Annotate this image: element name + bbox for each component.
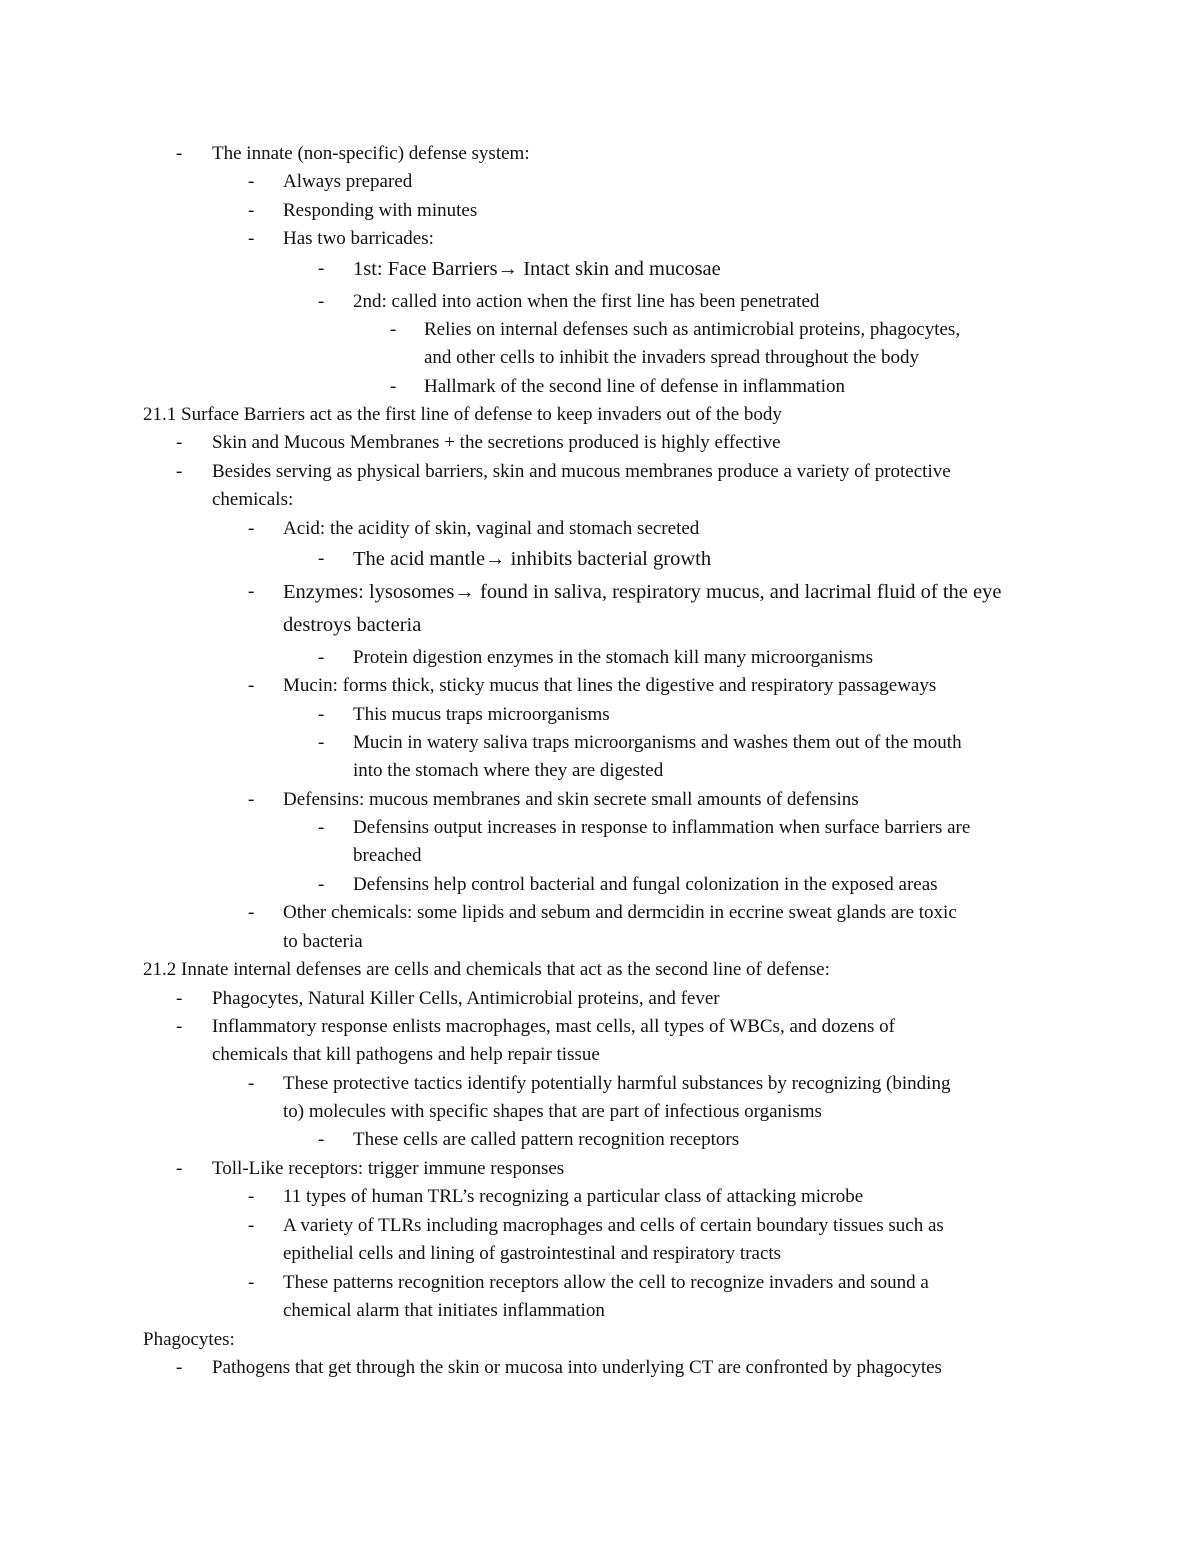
bullet-dash: - xyxy=(248,200,255,221)
text-line: 21.1 Surface Barriers act as the first line of defense to keep invaders out of the body xyxy=(143,404,782,425)
text-line: 11 types of human TRL’s recognizing a particular class of attacking microbe xyxy=(283,1186,864,1207)
text-line: The innate (non-specific) defense system: xyxy=(212,143,530,164)
text-line: Acid: the acidity of skin, vaginal and stomach secreted xyxy=(283,518,700,539)
text-line: Always prepared xyxy=(283,171,413,192)
text-line: Skin and Mucous Membranes + the secretions produced is highly effective xyxy=(212,432,781,453)
bullet-dash: - xyxy=(248,902,255,923)
bullet-dash: - xyxy=(176,1016,183,1037)
text-line: Defensins help control bacterial and fungal colonization in the exposed areas xyxy=(353,874,938,895)
text-line: Protein digestion enzymes in the stomach kill many microorganisms xyxy=(353,647,873,668)
text-line: and other cells to inhibit the invaders spread throughout the body xyxy=(424,347,919,368)
text-line: This mucus traps microorganisms xyxy=(353,704,610,725)
bullet-dash: - xyxy=(390,319,397,340)
bullet-dash: - xyxy=(318,732,325,753)
bullet-dash: - xyxy=(248,518,255,539)
text-line: destroys bacteria xyxy=(283,614,422,636)
bullet-dash: - xyxy=(176,143,183,164)
text-line: Toll-Like receptors: trigger immune responses xyxy=(212,1158,565,1179)
bullet-dash: - xyxy=(248,789,255,810)
text-line: chemical alarm that initiates inflammation xyxy=(283,1300,605,1321)
bullet-dash: - xyxy=(248,171,255,192)
text-line: into the stomach where they are digested xyxy=(353,760,664,781)
text-line: Defensins output increases in response to inflammation when surface barriers are xyxy=(353,817,971,838)
bullet-dash: - xyxy=(318,548,325,569)
text-line: Responding with minutes xyxy=(283,200,478,221)
text-line: Other chemicals: some lipids and sebum and dermcidin in eccrine sweat glands are toxic xyxy=(283,902,957,923)
text-line: to bacteria xyxy=(283,931,363,952)
text-line: Phagocytes: xyxy=(143,1329,235,1350)
bullet-dash: - xyxy=(248,1186,255,1207)
text-line: Mucin in watery saliva traps microorganisms and washes them out of the mouth xyxy=(353,732,962,753)
text-line: 2nd: called into action when the first line has been penetrated xyxy=(353,291,820,312)
text-line: These patterns recognition receptors allow the cell to recognize invaders and sound a xyxy=(283,1272,929,1293)
bullet-dash: - xyxy=(176,1357,183,1378)
text-line: Hallmark of the second line of defense in inflammation xyxy=(424,376,846,397)
text-line: Mucin: forms thick, sticky mucus that lines the digestive and respiratory passageways xyxy=(283,675,937,696)
text-line: These protective tactics identify potentially harmful substances by recognizing (binding xyxy=(283,1073,951,1094)
bullet-dash: - xyxy=(248,228,255,249)
bullet-dash: - xyxy=(318,704,325,725)
bullet-dash: - xyxy=(248,1073,255,1094)
text-line: 1st: Face Barriers→ Intact skin and mucosae xyxy=(353,258,721,280)
text-line: chemicals that kill pathogens and help repair tissue xyxy=(212,1044,600,1065)
text-line: Has two barricades: xyxy=(283,228,434,249)
bullet-dash: - xyxy=(318,1129,325,1150)
bullet-dash: - xyxy=(176,1158,183,1179)
bullet-dash: - xyxy=(176,988,183,1009)
bullet-dash: - xyxy=(248,581,255,602)
text-line: epithelial cells and lining of gastrointestinal and respiratory tracts xyxy=(283,1243,782,1264)
bullet-dash: - xyxy=(318,874,325,895)
bullet-dash: - xyxy=(390,376,397,397)
text-line: A variety of TLRs including macrophages and cells of certain boundary tissues such as xyxy=(283,1215,944,1236)
bullet-dash: - xyxy=(318,291,325,312)
text-line: Pathogens that get through the skin or mucosa into underlying CT are confronted by phagocytes xyxy=(212,1357,942,1378)
bullet-dash: - xyxy=(318,647,325,668)
text-line: The acid mantle→ inhibits bacterial growth xyxy=(353,548,712,570)
text-line: Besides serving as physical barriers, skin and mucous membranes produce a variety of protective xyxy=(212,461,951,482)
text-line: Enzymes: lysosomes→ found in saliva, respiratory mucus, and lacrimal fluid of the eye xyxy=(283,581,1002,603)
text-line: These cells are called pattern recognition receptors xyxy=(353,1129,740,1150)
text-line: chemicals: xyxy=(212,489,294,510)
bullet-dash: - xyxy=(248,1215,255,1236)
text-line: 21.2 Innate internal defenses are cells and chemicals that act as the second line of defense: xyxy=(143,959,830,980)
text-line: Inflammatory response enlists macrophages, mast cells, all types of WBCs, and dozens of xyxy=(212,1016,895,1037)
text-line: Defensins: mucous membranes and skin secrete small amounts of defensins xyxy=(283,789,859,810)
bullet-dash: - xyxy=(176,432,183,453)
bullet-dash: - xyxy=(248,1272,255,1293)
text-line: Phagocytes, Natural Killer Cells, Antimicrobial proteins, and fever xyxy=(212,988,720,1009)
text-line: to) molecules with specific shapes that are part of infectious organisms xyxy=(283,1101,822,1122)
text-line: breached xyxy=(353,845,422,866)
bullet-dash: - xyxy=(248,675,255,696)
text-line: Relies on internal defenses such as antimicrobial proteins, phagocytes, xyxy=(424,319,961,340)
bullet-dash: - xyxy=(176,461,183,482)
bullet-dash: - xyxy=(318,258,325,279)
bullet-dash: - xyxy=(318,817,325,838)
